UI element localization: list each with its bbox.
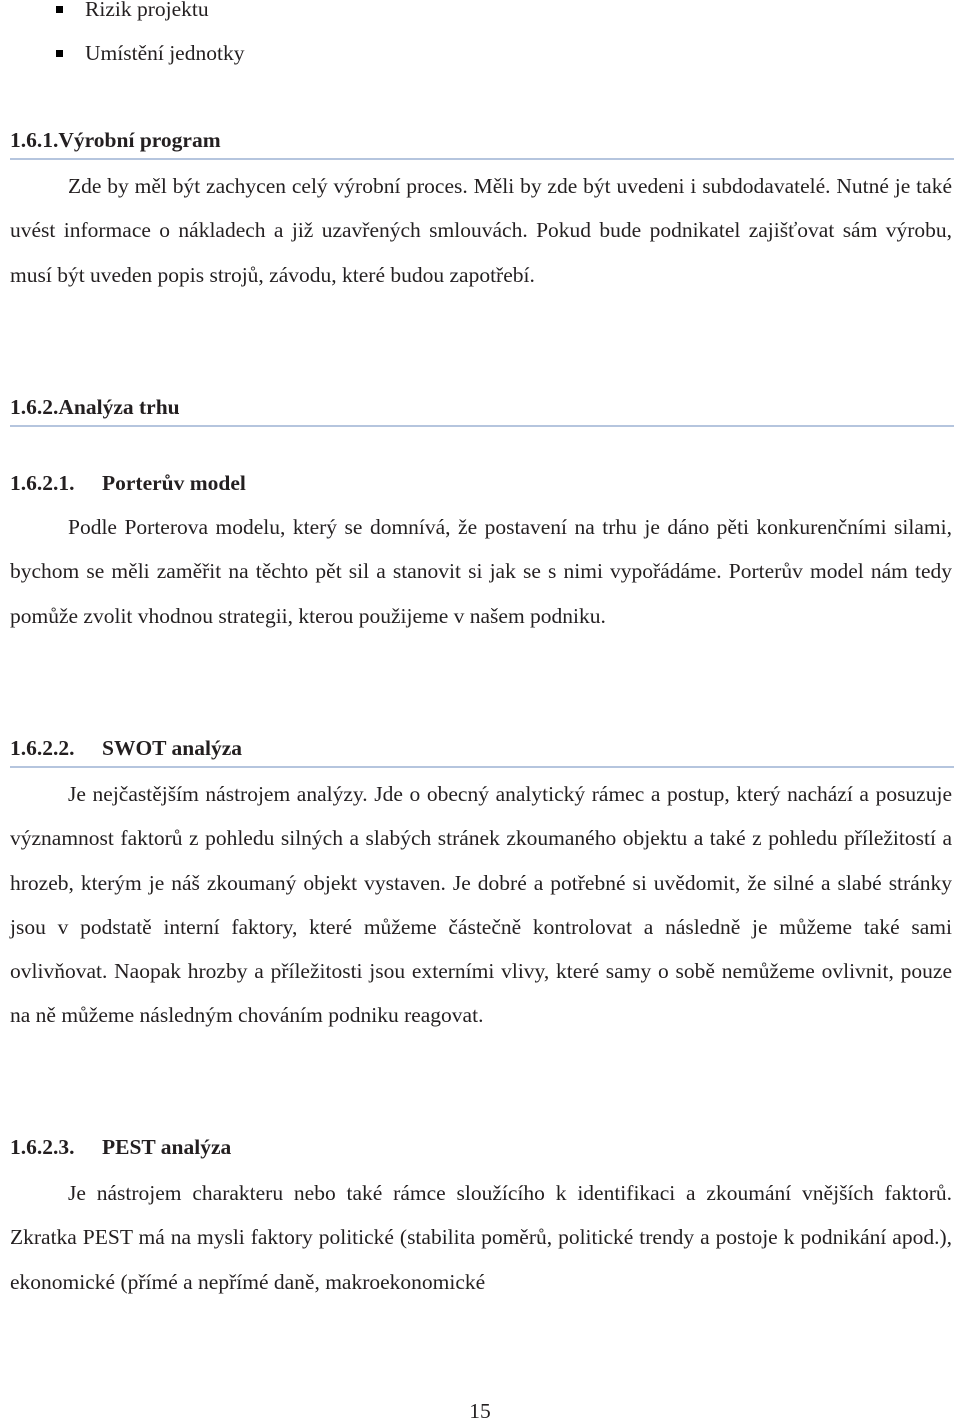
heading-title: SWOT analýza (102, 736, 242, 760)
square-bullet-icon (56, 6, 63, 13)
heading-title: Porterův model (102, 471, 246, 495)
heading-number: 1.6.2.1. (10, 471, 75, 495)
heading-title: Analýza trhu (58, 395, 180, 419)
heading-pest-analyza (10, 1129, 954, 1165)
heading-title: Výrobní program (58, 128, 221, 152)
heading-title: PEST analýza (102, 1135, 232, 1159)
bullet-text: Umístění jednotky (85, 41, 245, 65)
paragraph-pest-analyza: Je nástrojem charakteru nebo také rámce sloužícího k identifikaci a zkoumání vnějších faktorů. Zkratka PEST má na mysli faktory politické (stabilita poměrů, politické trendy a postoje k podnikání apod.), ekonomické (přímé a nepřímé daně, makroekonomické (10, 1181, 952, 1294)
heading-number: 1.6.2. (10, 395, 59, 419)
bullet-item-umisteni-jednotky (56, 36, 244, 70)
heading-number: 1.6.1. (10, 128, 59, 152)
square-bullet-icon (56, 50, 63, 57)
heading-porteruv-model (10, 465, 954, 501)
bullet-text: Rizik projektu (85, 0, 209, 21)
heading-vyrobni-program (10, 122, 954, 160)
paragraph-swot-analyza: Je nejčastějším nástrojem analýzy. Jde o obecný analytický rámec a postup, který nachází a posuzuje významnost faktorů z pohledu silných a slabých stránek zkoumaného objektu a také z pohledu příležitostí a hrozeb, kterým je náš zkoumaný objekt vystaven. Je dobré a potřebné si uvědomit, že silné a slabé stránky jsou v podstatě interní faktory, které můžeme částečně kontrolovat a následně je můžeme také sami ovlivňovat. Naopak hrozby a příležitosti jsou externími vlivy, které samy o sobě nemůžeme ovlivnit, pouze na ně můžeme následným chováním podniku reagovat. (10, 782, 952, 1028)
page-number: 15 (469, 1399, 491, 1423)
heading-swot-analyza (10, 730, 954, 768)
paragraph-vyrobni-program: Zde by měl být zachycen celý výrobní proces. Měli by zde být uvedeni i subdodavatelé. Nutné je také uvést informace o nákladech a již uzavřených smlouvách. Pokud bude podnikatel zajišťovat sám výrobu, musí být uveden popis strojů, závodu, které budou zapotřebí. (10, 174, 952, 287)
heading-number: 1.6.2.2. (10, 736, 75, 760)
paragraph-porteruv-model: Podle Porterova modelu, který se domnívá, že postavení na trhu je dáno pěti konkurenčními silami, bychom se měli zaměřit na těchto pět sil a stanovit si jak se s nimi vypořádáme. Porterův model nám tedy pomůže zvolit vhodnou strategii, kterou použijeme v našem podniku. (10, 515, 952, 628)
heading-number: 1.6.2.3. (10, 1135, 75, 1159)
heading-analyza-trhu (10, 389, 954, 427)
bullet-item-rizik-projektu (56, 0, 209, 26)
